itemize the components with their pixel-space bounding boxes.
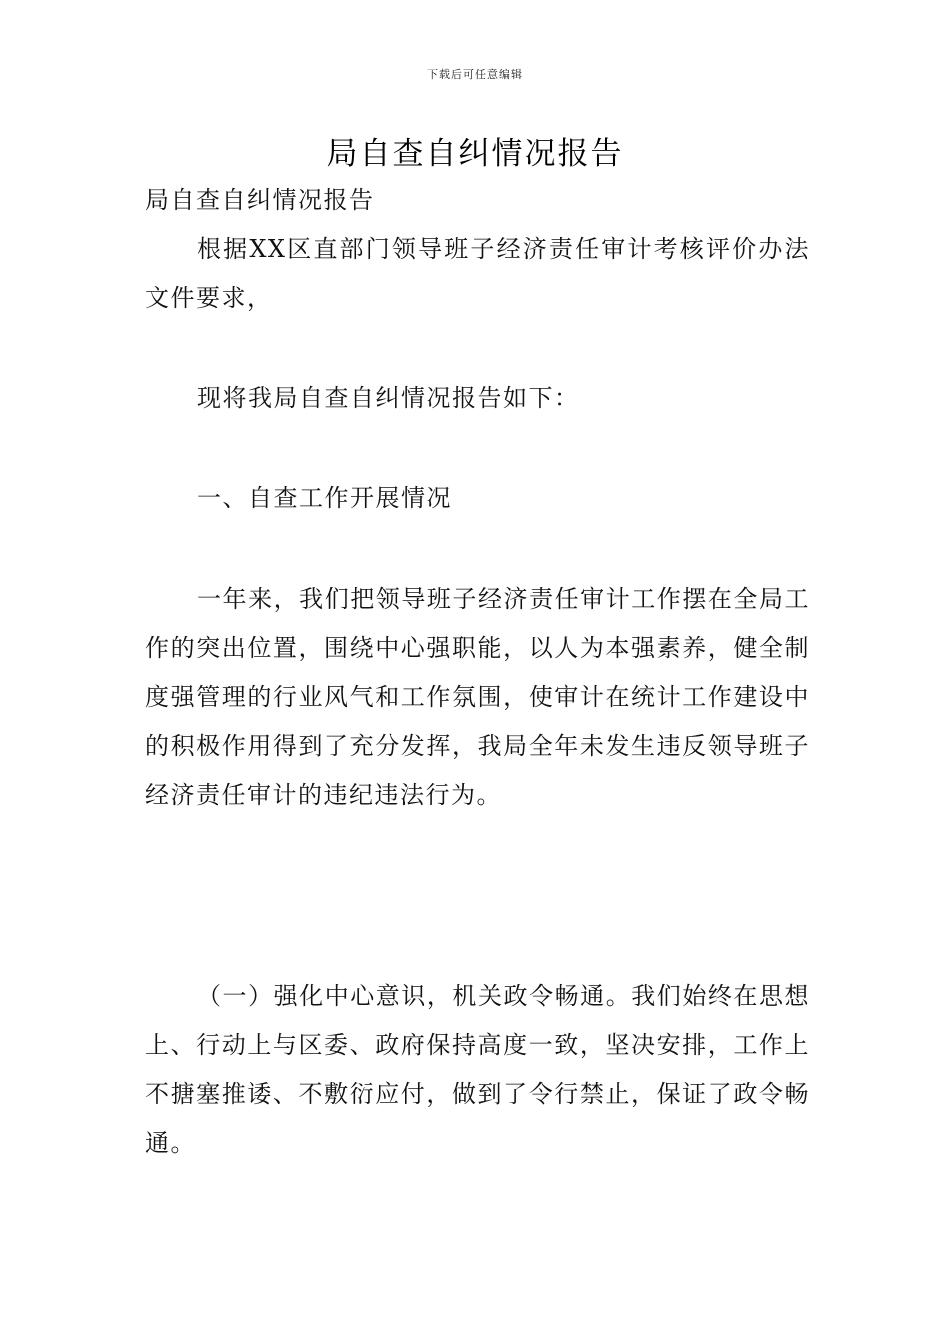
document-title: 局自查自纠情况报告 [326,136,624,172]
paragraph-central-awareness: （一）强化中心意识，机关政令畅通。我们始终在思想上、行动上与区委、政府保持高度一致，坚决安排，工作上不搪塞推诿、不敷衍应付，做到了令行禁止，保证了政令畅通。 [145,982,810,1157]
paragraph-year-summary: 一年来，我们把领导班子经济责任审计工作摆在全局工作的突出位置，围绕中心强职能，以人为本强素养，健全制度强管理的行业风气和工作氛围，使审计在统计工作建设中的积极作用得到了充分发挥，我局全年未发生违反领导班子经济责任审计的违纪违法行为。 [145,585,810,809]
document-subtitle: 局自查自纠情况报告 [145,186,375,214]
section-heading-self-inspection: 一、自查工作开展情况 [197,484,452,512]
paragraph-basis: 根据XX区直部门领导班子经济责任审计考核评价办法文件要求， [145,235,810,312]
paragraph-intro: 现将我局自查自纠情况报告如下： [197,384,580,412]
header-note: 下载后可任意编辑 [427,68,523,81]
